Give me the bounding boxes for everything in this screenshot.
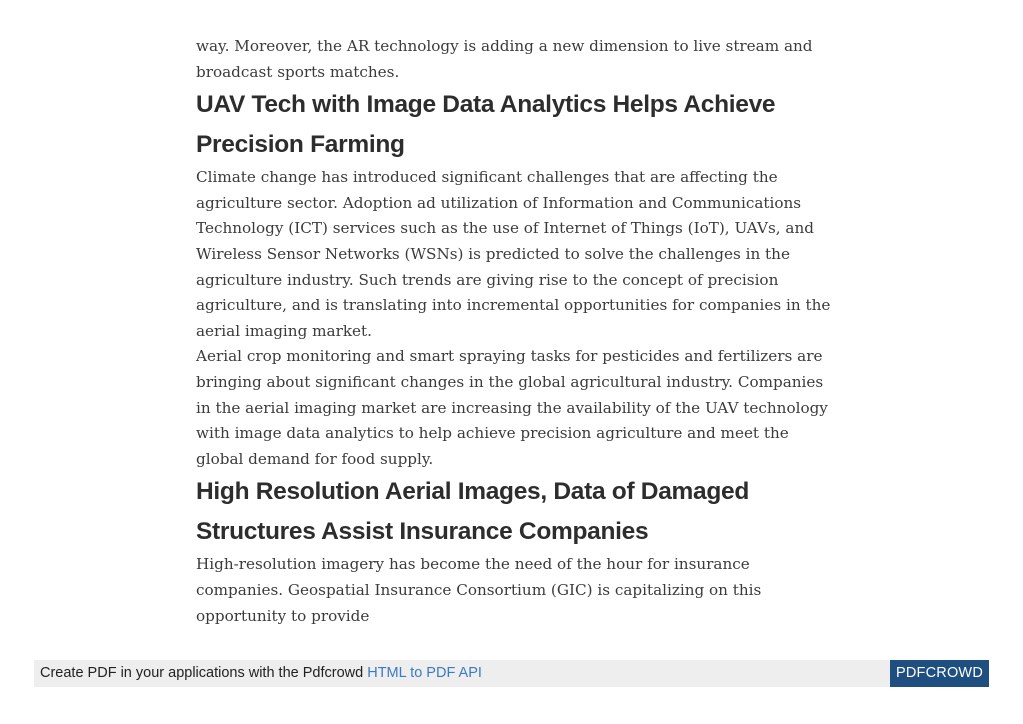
pdfcrowd-footer-bar (34, 660, 989, 687)
article-body (196, 34, 832, 629)
footer-text (40, 665, 482, 681)
section-paragraph: High-resolution imagery has become the need of the hour for insurance companies. Geospatial Insurance Consortium (GIC) is capitalizing on this opportunity to provide (196, 555, 762, 625)
section-heading-precision-farming: UAV Tech with Image Data Analytics Helps Achieve Precision Farming (196, 91, 776, 159)
html-to-pdf-api-link[interactable]: HTML to PDF API (367, 665, 482, 681)
pdfcrowd-brand-button[interactable]: PDFCROWD (890, 660, 989, 687)
section-paragraph: Aerial crop monitoring and smart spraying tasks for pesticides and fertilizers are bringing about significant changes in the global agricultural industry. Companies in the aerial imaging market are increasing the availability of the UAV technology with image data analytics to help achieve precision agriculture and meet the global demand for food supply. (196, 347, 828, 468)
section-paragraph: Climate change has introduced significant challenges that are affecting the agriculture sector. Adoption ad utilization of Information and Communications Technology (ICT) services such as the use of Internet of Things (IoT), UAVs, and Wireless Sensor Networks (WSNs) is predicted to solve the challenges in the agriculture industry. Such trends are giving rise to the concept of precision agriculture, and is translating into incremental opportunities for companies in the aerial imaging market. (196, 168, 831, 340)
section-heading-insurance: High Resolution Aerial Images, Data of Damaged Structures Assist Insurance Companies (196, 478, 749, 546)
intro-paragraph: way. Moreover, the AR technology is adding a new dimension to live stream and broadcast sports matches. (196, 37, 813, 81)
footer-caption: Create PDF in your applications with the Pdfcrowd (40, 665, 364, 681)
